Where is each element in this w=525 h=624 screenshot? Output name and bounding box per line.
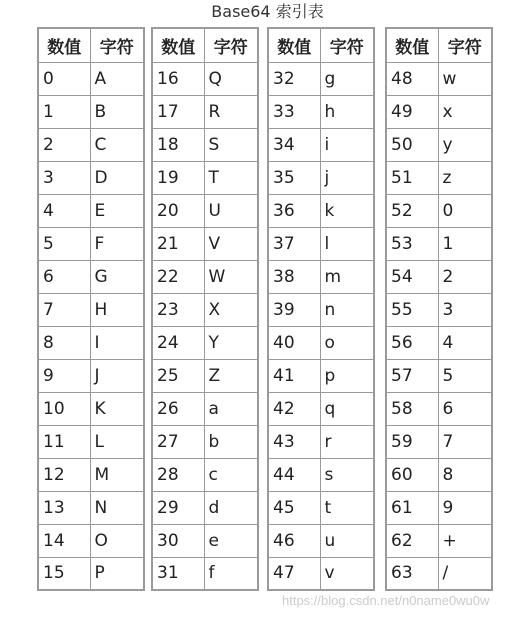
char-cell: G	[90, 260, 144, 293]
char-cell: N	[90, 491, 144, 524]
header-row	[38, 28, 144, 62]
value-cell: 48	[386, 62, 438, 95]
table-row	[386, 227, 492, 260]
table-row	[38, 293, 144, 326]
value-cell: 46	[268, 524, 320, 557]
value-cell: 35	[268, 161, 320, 194]
value-cell: 58	[386, 392, 438, 425]
char-cell: t	[320, 491, 374, 524]
char-cell: 6	[438, 392, 492, 425]
char-cell: u	[320, 524, 374, 557]
char-cell: k	[320, 194, 374, 227]
table-row	[386, 293, 492, 326]
char-cell: J	[90, 359, 144, 392]
value-cell: 47	[268, 557, 320, 590]
table-row	[268, 227, 374, 260]
table-row	[152, 293, 258, 326]
table-row	[268, 524, 374, 557]
value-cell: 4	[38, 194, 90, 227]
table-row	[386, 524, 492, 557]
table-row	[152, 491, 258, 524]
value-cell: 32	[268, 62, 320, 95]
table-row	[152, 557, 258, 590]
table-row	[38, 128, 144, 161]
table-row	[386, 557, 492, 590]
value-cell: 42	[268, 392, 320, 425]
value-cell: 15	[38, 557, 90, 590]
char-cell: 5	[438, 359, 492, 392]
value-cell: 8	[38, 326, 90, 359]
table-row	[268, 95, 374, 128]
char-cell: W	[204, 260, 258, 293]
char-cell: o	[320, 326, 374, 359]
table-row	[152, 260, 258, 293]
char-cell: 3	[438, 293, 492, 326]
char-cell: Q	[204, 62, 258, 95]
char-cell: d	[204, 491, 258, 524]
char-cell: q	[320, 392, 374, 425]
table-row	[152, 458, 258, 491]
value-cell: 50	[386, 128, 438, 161]
char-cell: i	[320, 128, 374, 161]
char-cell: A	[90, 62, 144, 95]
table-row	[268, 557, 374, 590]
header-char: 字符	[204, 28, 258, 62]
char-cell: h	[320, 95, 374, 128]
value-cell: 51	[386, 161, 438, 194]
table-row	[386, 458, 492, 491]
char-cell: y	[438, 128, 492, 161]
value-cell: 17	[152, 95, 204, 128]
table-row	[152, 128, 258, 161]
char-cell: 2	[438, 260, 492, 293]
char-cell: 1	[438, 227, 492, 260]
table-row	[152, 227, 258, 260]
header-value: 数值	[152, 28, 204, 62]
char-cell: e	[204, 524, 258, 557]
value-cell: 13	[38, 491, 90, 524]
table-row	[38, 161, 144, 194]
char-cell: X	[204, 293, 258, 326]
table-row	[386, 491, 492, 524]
char-cell: j	[320, 161, 374, 194]
header-row	[386, 28, 492, 62]
table-row	[38, 359, 144, 392]
table-row	[152, 425, 258, 458]
char-cell: L	[90, 425, 144, 458]
watermark: https://blog.csdn.net/n0name0wu0w	[282, 593, 490, 608]
table-row	[386, 194, 492, 227]
value-cell: 28	[152, 458, 204, 491]
value-cell: 26	[152, 392, 204, 425]
table-row	[152, 161, 258, 194]
value-cell: 12	[38, 458, 90, 491]
base64-table-1	[37, 27, 145, 591]
value-cell: 54	[386, 260, 438, 293]
char-cell: g	[320, 62, 374, 95]
char-cell: f	[204, 557, 258, 590]
char-cell: r	[320, 425, 374, 458]
char-cell: c	[204, 458, 258, 491]
table-row	[152, 326, 258, 359]
header-char: 字符	[90, 28, 144, 62]
header-row	[268, 28, 374, 62]
value-cell: 3	[38, 161, 90, 194]
table-row	[268, 326, 374, 359]
char-cell: /	[438, 557, 492, 590]
char-cell: T	[204, 161, 258, 194]
char-cell: B	[90, 95, 144, 128]
value-cell: 5	[38, 227, 90, 260]
char-cell: z	[438, 161, 492, 194]
value-cell: 62	[386, 524, 438, 557]
base64-table-3	[267, 27, 375, 591]
value-cell: 11	[38, 425, 90, 458]
char-cell: n	[320, 293, 374, 326]
char-cell: M	[90, 458, 144, 491]
value-cell: 55	[386, 293, 438, 326]
value-cell: 18	[152, 128, 204, 161]
char-cell: K	[90, 392, 144, 425]
table-row	[152, 359, 258, 392]
value-cell: 30	[152, 524, 204, 557]
char-cell: b	[204, 425, 258, 458]
char-cell: 7	[438, 425, 492, 458]
table-row	[268, 194, 374, 227]
table-body	[268, 62, 374, 590]
table-row	[386, 392, 492, 425]
header-value: 数值	[38, 28, 90, 62]
base64-table-4	[385, 27, 493, 591]
char-cell: 9	[438, 491, 492, 524]
table-body	[152, 62, 258, 590]
table-row	[386, 161, 492, 194]
value-cell: 37	[268, 227, 320, 260]
table-row	[38, 557, 144, 590]
char-cell: Z	[204, 359, 258, 392]
value-cell: 22	[152, 260, 204, 293]
table-row	[268, 161, 374, 194]
char-cell: 8	[438, 458, 492, 491]
table-row	[38, 227, 144, 260]
value-cell: 34	[268, 128, 320, 161]
value-cell: 57	[386, 359, 438, 392]
table-row	[152, 95, 258, 128]
table-row	[386, 359, 492, 392]
header-value: 数值	[268, 28, 320, 62]
table-row	[38, 425, 144, 458]
value-cell: 63	[386, 557, 438, 590]
char-cell: S	[204, 128, 258, 161]
value-cell: 23	[152, 293, 204, 326]
char-cell: H	[90, 293, 144, 326]
value-cell: 16	[152, 62, 204, 95]
char-cell: 4	[438, 326, 492, 359]
value-cell: 6	[38, 260, 90, 293]
value-cell: 49	[386, 95, 438, 128]
char-cell: I	[90, 326, 144, 359]
table-row	[386, 260, 492, 293]
value-cell: 31	[152, 557, 204, 590]
table-row	[38, 194, 144, 227]
value-cell: 19	[152, 161, 204, 194]
table-row	[268, 458, 374, 491]
value-cell: 61	[386, 491, 438, 524]
table-row	[152, 524, 258, 557]
value-cell: 0	[38, 62, 90, 95]
table-row	[268, 359, 374, 392]
value-cell: 9	[38, 359, 90, 392]
table-row	[268, 128, 374, 161]
table-row	[38, 326, 144, 359]
value-cell: 20	[152, 194, 204, 227]
value-cell: 24	[152, 326, 204, 359]
table-row	[38, 392, 144, 425]
value-cell: 56	[386, 326, 438, 359]
char-cell: P	[90, 557, 144, 590]
char-cell: x	[438, 95, 492, 128]
value-cell: 25	[152, 359, 204, 392]
value-cell: 33	[268, 95, 320, 128]
char-cell: E	[90, 194, 144, 227]
table-row	[268, 62, 374, 95]
value-cell: 38	[268, 260, 320, 293]
value-cell: 52	[386, 194, 438, 227]
char-cell: F	[90, 227, 144, 260]
header-char: 字符	[320, 28, 374, 62]
value-cell: 41	[268, 359, 320, 392]
table-row	[38, 95, 144, 128]
table-row	[268, 425, 374, 458]
char-cell: a	[204, 392, 258, 425]
table-row	[386, 95, 492, 128]
char-cell: U	[204, 194, 258, 227]
header-char: 字符	[438, 28, 492, 62]
table-row	[268, 491, 374, 524]
value-cell: 39	[268, 293, 320, 326]
char-cell: O	[90, 524, 144, 557]
value-cell: 53	[386, 227, 438, 260]
table-row	[268, 293, 374, 326]
char-cell: s	[320, 458, 374, 491]
value-cell: 1	[38, 95, 90, 128]
table-row	[152, 194, 258, 227]
value-cell: 59	[386, 425, 438, 458]
char-cell: w	[438, 62, 492, 95]
char-cell: Y	[204, 326, 258, 359]
table-row	[152, 392, 258, 425]
table-row	[38, 458, 144, 491]
value-cell: 36	[268, 194, 320, 227]
value-cell: 10	[38, 392, 90, 425]
value-cell: 45	[268, 491, 320, 524]
value-cell: 2	[38, 128, 90, 161]
table-row	[152, 62, 258, 95]
char-cell: C	[90, 128, 144, 161]
value-cell: 21	[152, 227, 204, 260]
char-cell: D	[90, 161, 144, 194]
value-cell: 14	[38, 524, 90, 557]
table-row	[386, 326, 492, 359]
header-value: 数值	[386, 28, 438, 62]
table-caption: Base64 索引表	[211, 2, 324, 21]
value-cell: 43	[268, 425, 320, 458]
header-row	[152, 28, 258, 62]
char-cell: 0	[438, 194, 492, 227]
table-row	[386, 62, 492, 95]
char-cell: V	[204, 227, 258, 260]
value-cell: 60	[386, 458, 438, 491]
table-row	[38, 524, 144, 557]
table-body	[38, 62, 144, 590]
value-cell: 27	[152, 425, 204, 458]
char-cell: R	[204, 95, 258, 128]
table-row	[386, 425, 492, 458]
value-cell: 7	[38, 293, 90, 326]
table-row	[268, 392, 374, 425]
char-cell: l	[320, 227, 374, 260]
base64-table-2	[151, 27, 259, 591]
table-row	[38, 62, 144, 95]
value-cell: 40	[268, 326, 320, 359]
table-body	[386, 62, 492, 590]
value-cell: 44	[268, 458, 320, 491]
table-row	[38, 260, 144, 293]
char-cell: v	[320, 557, 374, 590]
char-cell: p	[320, 359, 374, 392]
table-row	[268, 260, 374, 293]
table-row	[386, 128, 492, 161]
table-row	[38, 491, 144, 524]
char-cell: m	[320, 260, 374, 293]
value-cell: 29	[152, 491, 204, 524]
char-cell: +	[438, 524, 492, 557]
